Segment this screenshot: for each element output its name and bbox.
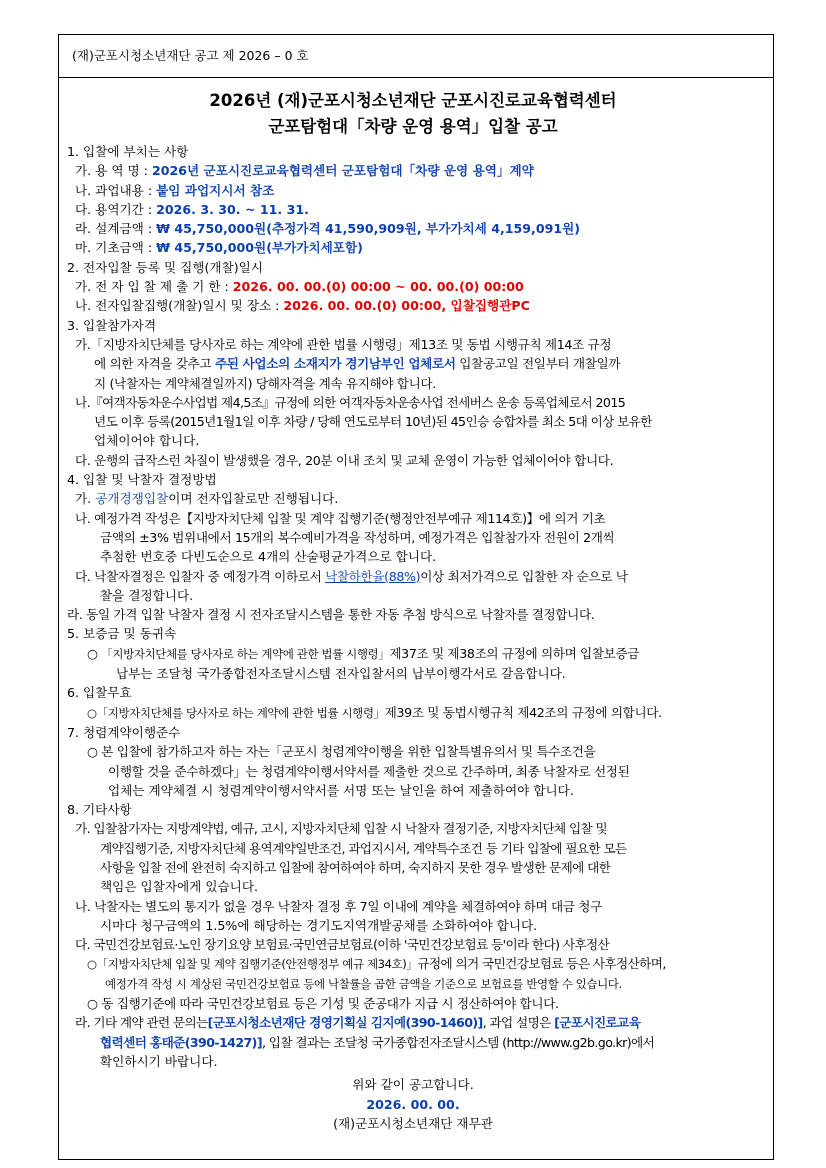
section-8-heading: 8. 기타사항 [67, 802, 132, 818]
s4-na-line-2: 금액의 ±3% 범위내에서 15개의 복수예비가격을 작성하며, 예정가격은 입찰참가자 전원이 2개씩 [100, 529, 615, 545]
s3-na-line-2: 년도 이후 등록(2015년1월1일 이후 차량 / 당해 연도로부터 10년)된 45인승 승합차를 최소 5대 이상 보유한 [94, 414, 652, 430]
s3-ga-line-3: 지 (낙찰자는 계약체결일까지) 당해자격을 계속 유지해야 합니다. [94, 375, 436, 391]
s3-da: 다. 운행의 급작스런 차질이 발생했을 경우, 20분 이내 조치 및 교체 운영이 가능한 업체이어야 합니다. [75, 452, 614, 468]
s2-na: 나. 전자입찰집행(개찰)일시 및 장소 : 2026. 00. 00.(0) 00:00, 입찰집행관PC [75, 298, 530, 314]
s7-line-1: ○ 본 입찰에 참가하고자 하는 자는「군포시 청렴계약이행을 위한 입찰특별유의서 및 특수조건을 [87, 744, 596, 760]
s1-da: 다. 용역기간 : 2026. 3. 30. ~ 11. 31. [75, 201, 309, 217]
section-2-heading: 2. 전자입찰 등록 및 집행(개찰)일시 [67, 259, 264, 275]
s4-ga: 가. 공개경쟁입찰이며 전자입찰로만 진행됩니다. [75, 491, 339, 507]
s7-line-3: 업체는 계약체결 시 청렴계약이행서약서를 서명 또는 날인을 하여 제출하여야 합니다. [108, 782, 574, 798]
s1-ma: 마. 기초금액 : ₩ 45,750,000원(부가가치세포함) [75, 240, 363, 256]
s8-ga-line-3: 사항을 입찰 전에 완전히 숙지하고 입찰에 참여하여야 하며, 숙지하지 못한 경우 발생한 문제에 대한 [100, 859, 611, 875]
s8-ra-line-2: 협력센터 홍태준(390-1427)], 입찰 결과는 조달청 국가종합전자조달시스템 (http://www.g2b.go.kr)에서 [100, 1034, 655, 1050]
s1-ga: 가. 용 역 명 : 2026년 군포시진로교육협력센터 군포탐험대「차량 운영 용역」계약 [75, 163, 534, 179]
s8-da-heading: 다. 국민건강보험료·노인 장기요양 보험료·국민연금보험료(이하 '국민건강보험료 등'이라 한다) 사후정산 [75, 937, 610, 953]
s1-na: 나. 과업내용 : 붙임 과업지시서 참조 [75, 182, 275, 198]
s5-line-2: 납부는 조달청 국가종합전자조달시스템 전자입찰서의 납부이행각서로 갈음합니다. [116, 666, 566, 682]
s6-line-1: ○「지방자치단체를 당사자로 하는 계약에 관한 법률 시행령」제39조 및 동법시행규칙 제42조의 규정에 의합니다. [87, 704, 662, 720]
s8-ra-line-3: 확인하시기 바랍니다. [100, 1053, 218, 1069]
s4-da-line-2: 찰을 결정합니다. [100, 587, 194, 603]
closing-statement: 위와 같이 공고합니다. [352, 1077, 474, 1093]
s3-ga-line-2: 에 의한 자격을 갖추고 주된 사업소의 소재지가 경기남부인 업체로서 입찰공고일 전일부터 개찰일까 [94, 356, 621, 372]
s4-da-line-1: 다. 낙찰자결정은 입찰자 중 예정가격 이하로서 낙찰하한율(88%)이상 최저가격으로 입찰한 자 순으로 낙 [75, 568, 628, 584]
s3-ga-line-1: 가.「지방자치단체를 당사자로 하는 계약에 관한 법률 시행령」제13조 및 동법 시행규칙 제14조 규정 [75, 336, 612, 352]
s1-ra: 라. 설계금액 : ₩ 45,750,000원(추정가격 41,590,909원, 부가가치세 4,159,091원) [75, 221, 581, 237]
s7-line-2: 이행할 것을 준수하겠다」는 청렴계약이행서약서를 제출한 것으로 간주하며, 최종 낙찰자로 선정된 [108, 763, 630, 779]
s8-da-item-1: ○「지방자치단체 입찰 및 계약 집행기준(안전행정부 예규 제34호)」규정에 의거 국민건강보험료 등은 사후정산하며, [87, 956, 666, 972]
notice-body [59, 78, 773, 1133]
s8-ra-line-1: 라. 기타 계약 관련 문의는[군포시청소년재단 경영기획실 김지예(390-1460)], 과업 설명은 [군포시진로교육 [75, 1015, 641, 1031]
section-6-heading: 6. 입찰무효 [67, 685, 132, 701]
s8-na-line-2: 시마다 청구금액의 1.5%에 해당하는 경기도지역개발공채를 소화하여야 합니다. [100, 917, 538, 933]
s4-na-line-3: 추첨한 번호중 다빈도순으로 4개의 산술평균가격으로 합니다. [100, 549, 437, 565]
s2-ga: 가. 전 자 입 찰 제 출 기 한 : 2026. 00. 00.(0) 00:00 ~ 00. 00.(0) 00:00 [75, 279, 524, 295]
s4-na-line-1: 나. 예정가격 작성은【지방자치단체 입찰 및 계약 집행기준(행정안전부예규 제114호)】에 의거 기초 [75, 510, 606, 526]
s8-ga-line-2: 계약집행기준, 지방자치단체 용역계약일반조건, 과업지시서, 계약특수조건 등 기타 입찰에 필요한 모든 [100, 840, 627, 856]
section-7-heading: 7. 청렴계약이행준수 [67, 724, 181, 740]
s5-line-1: ○ 「지방자치단체를 당사자로 하는 계약에 관한 법률 시행령」제37조 및 제38조의 규정에 의하며 입찰보증금 [87, 645, 640, 661]
page-title [67, 88, 759, 140]
s4-ra: 라. 동일 가격 입찰 낙찰자 결정 시 전자조달시스템을 통한 자동 추첨 방식으로 낙찰자를 결정합니다. [67, 607, 595, 623]
s3-na-line-3: 업체이어야 합니다. [94, 433, 200, 449]
s8-na-line-1: 나. 낙찰자는 별도의 통지가 없을 경우 낙찰자 결정 후 7일 이내에 계약을 체결하여야 하며 대금 청구 [75, 898, 602, 914]
title-line-2: 군포탐험대「차량 운영 용역」입찰 공고 [268, 117, 558, 136]
section-3-heading: 3. 입찰참가자격 [67, 317, 157, 333]
issuer: (재)군포시청소년재단 재무관 [333, 1115, 493, 1131]
s8-ga-line-4: 책임은 입찰자에게 있습니다. [100, 879, 258, 895]
notice-number: (재)군포시청소년재단 공고 제 2026 – 0 호 [59, 35, 773, 78]
s8-ga-line-1: 가. 입찰참가자는 지방계약법, 예규, 고시, 지방자치단체 입찰 시 낙찰자 결정기준, 지방자치단체 입찰 및 [75, 821, 608, 837]
notice-page [58, 34, 774, 1160]
notice-date: 2026. 00. 00. [366, 1096, 460, 1112]
section-5-heading: 5. 보증금 및 동귀속 [67, 626, 177, 642]
s8-da-item-1-cont: 예정가격 작성 시 계상된 국민건강보험료 등에 낙찰률을 곱한 금액을 기준으로 보험료를 반영할 수 있습니다. [105, 976, 622, 991]
s8-da-item-2: ○ 동 집행기준에 따라 국민건강보험료 등은 기성 및 준공대가 지급 시 정산하여야 합니다. [87, 996, 559, 1012]
section-4-heading: 4. 입찰 및 낙찰자 결정방법 [67, 472, 217, 488]
title-line-1: 2026년 (재)군포시청소년재단 군포시진로교육협력센터 [209, 91, 617, 110]
s3-na-line-1: 나.『여객자동차운수사업법 제4,5조』규정에 의한 여객자동차운송사업 전세버스 운송 등록업체로서 2015 [75, 394, 626, 410]
section-1-heading: 1. 입찰에 부치는 사항 [67, 144, 189, 159]
